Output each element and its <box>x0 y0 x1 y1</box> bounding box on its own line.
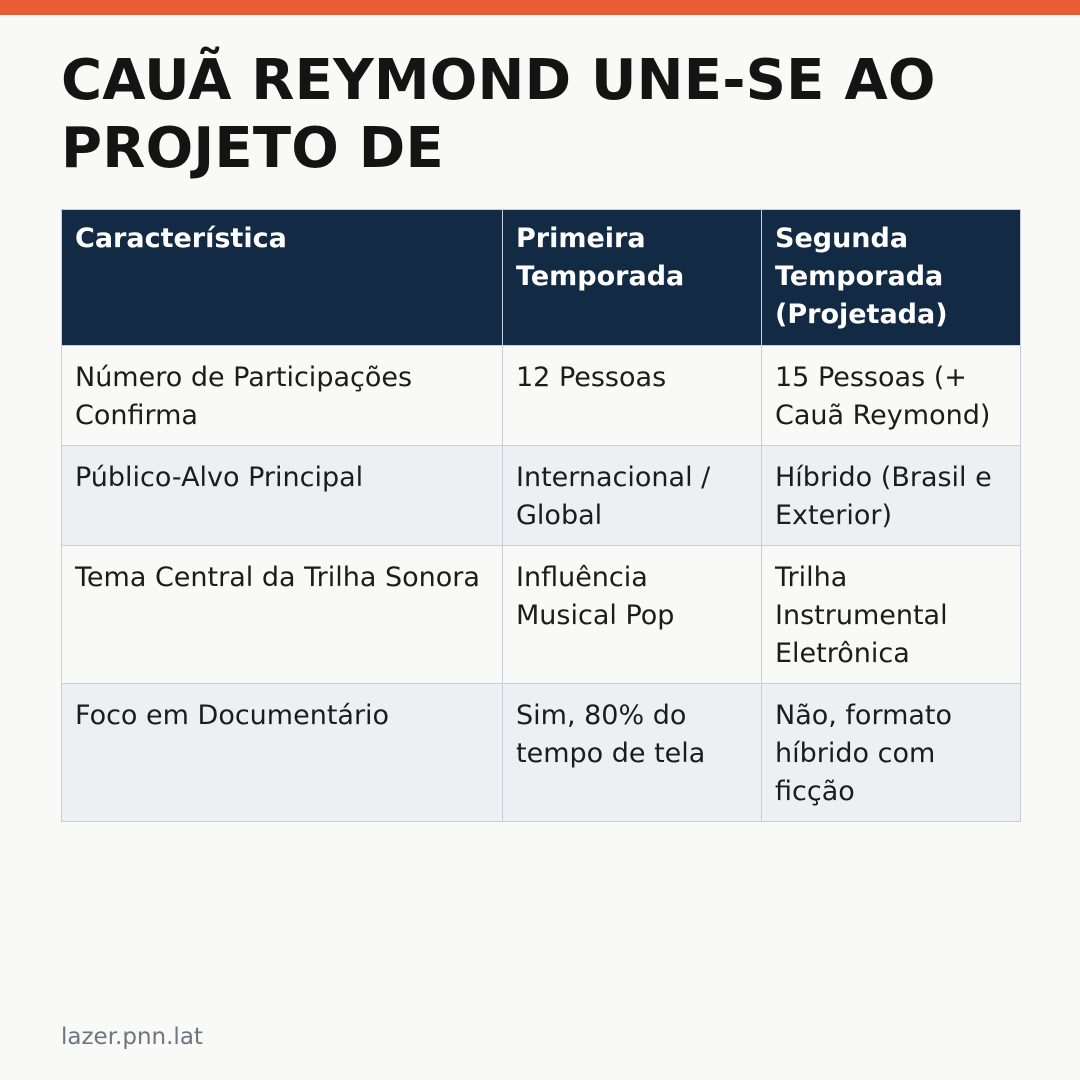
table-row <box>62 546 1021 684</box>
header-characteristic: Característica <box>62 210 503 346</box>
table-cell: Não, formato híbrido com ficção <box>762 684 1021 822</box>
table-cell: Híbrido (Brasil e Exterior) <box>762 446 1021 546</box>
comparison-table <box>61 209 1021 822</box>
table-header-row <box>62 210 1021 346</box>
table-row <box>62 346 1021 446</box>
source-domain: lazer.pnn.lat <box>61 1024 203 1050</box>
comparison-table-container <box>61 209 1020 822</box>
header-first-season: Primeira Temporada <box>503 210 762 346</box>
table-cell: Tema Central da Trilha Sonora <box>62 546 503 684</box>
table-cell: 15 Pessoas (+ Cauã Reymond) <box>762 346 1021 446</box>
table-cell: Sim, 80% do tempo de tela <box>503 684 762 822</box>
table-row <box>62 684 1021 822</box>
table-cell: Internacional / Global <box>503 446 762 546</box>
table-cell: Público-Alvo Principal <box>62 446 503 546</box>
table-cell: Influência Musical Pop <box>503 546 762 684</box>
table-cell: Número de Participações Confirma <box>62 346 503 446</box>
top-accent-bar <box>0 0 1080 15</box>
table-cell: 12 Pessoas <box>503 346 762 446</box>
table-cell: Foco em Documentário <box>62 684 503 822</box>
header-second-season: Segunda Temporada (Projetada) <box>762 210 1021 346</box>
table-row <box>62 446 1021 546</box>
headline: CAUÃ REYMOND UNE-SE AO PROJETO DE <box>61 48 936 181</box>
table-cell: Trilha Instrumental Eletrônica <box>762 546 1021 684</box>
